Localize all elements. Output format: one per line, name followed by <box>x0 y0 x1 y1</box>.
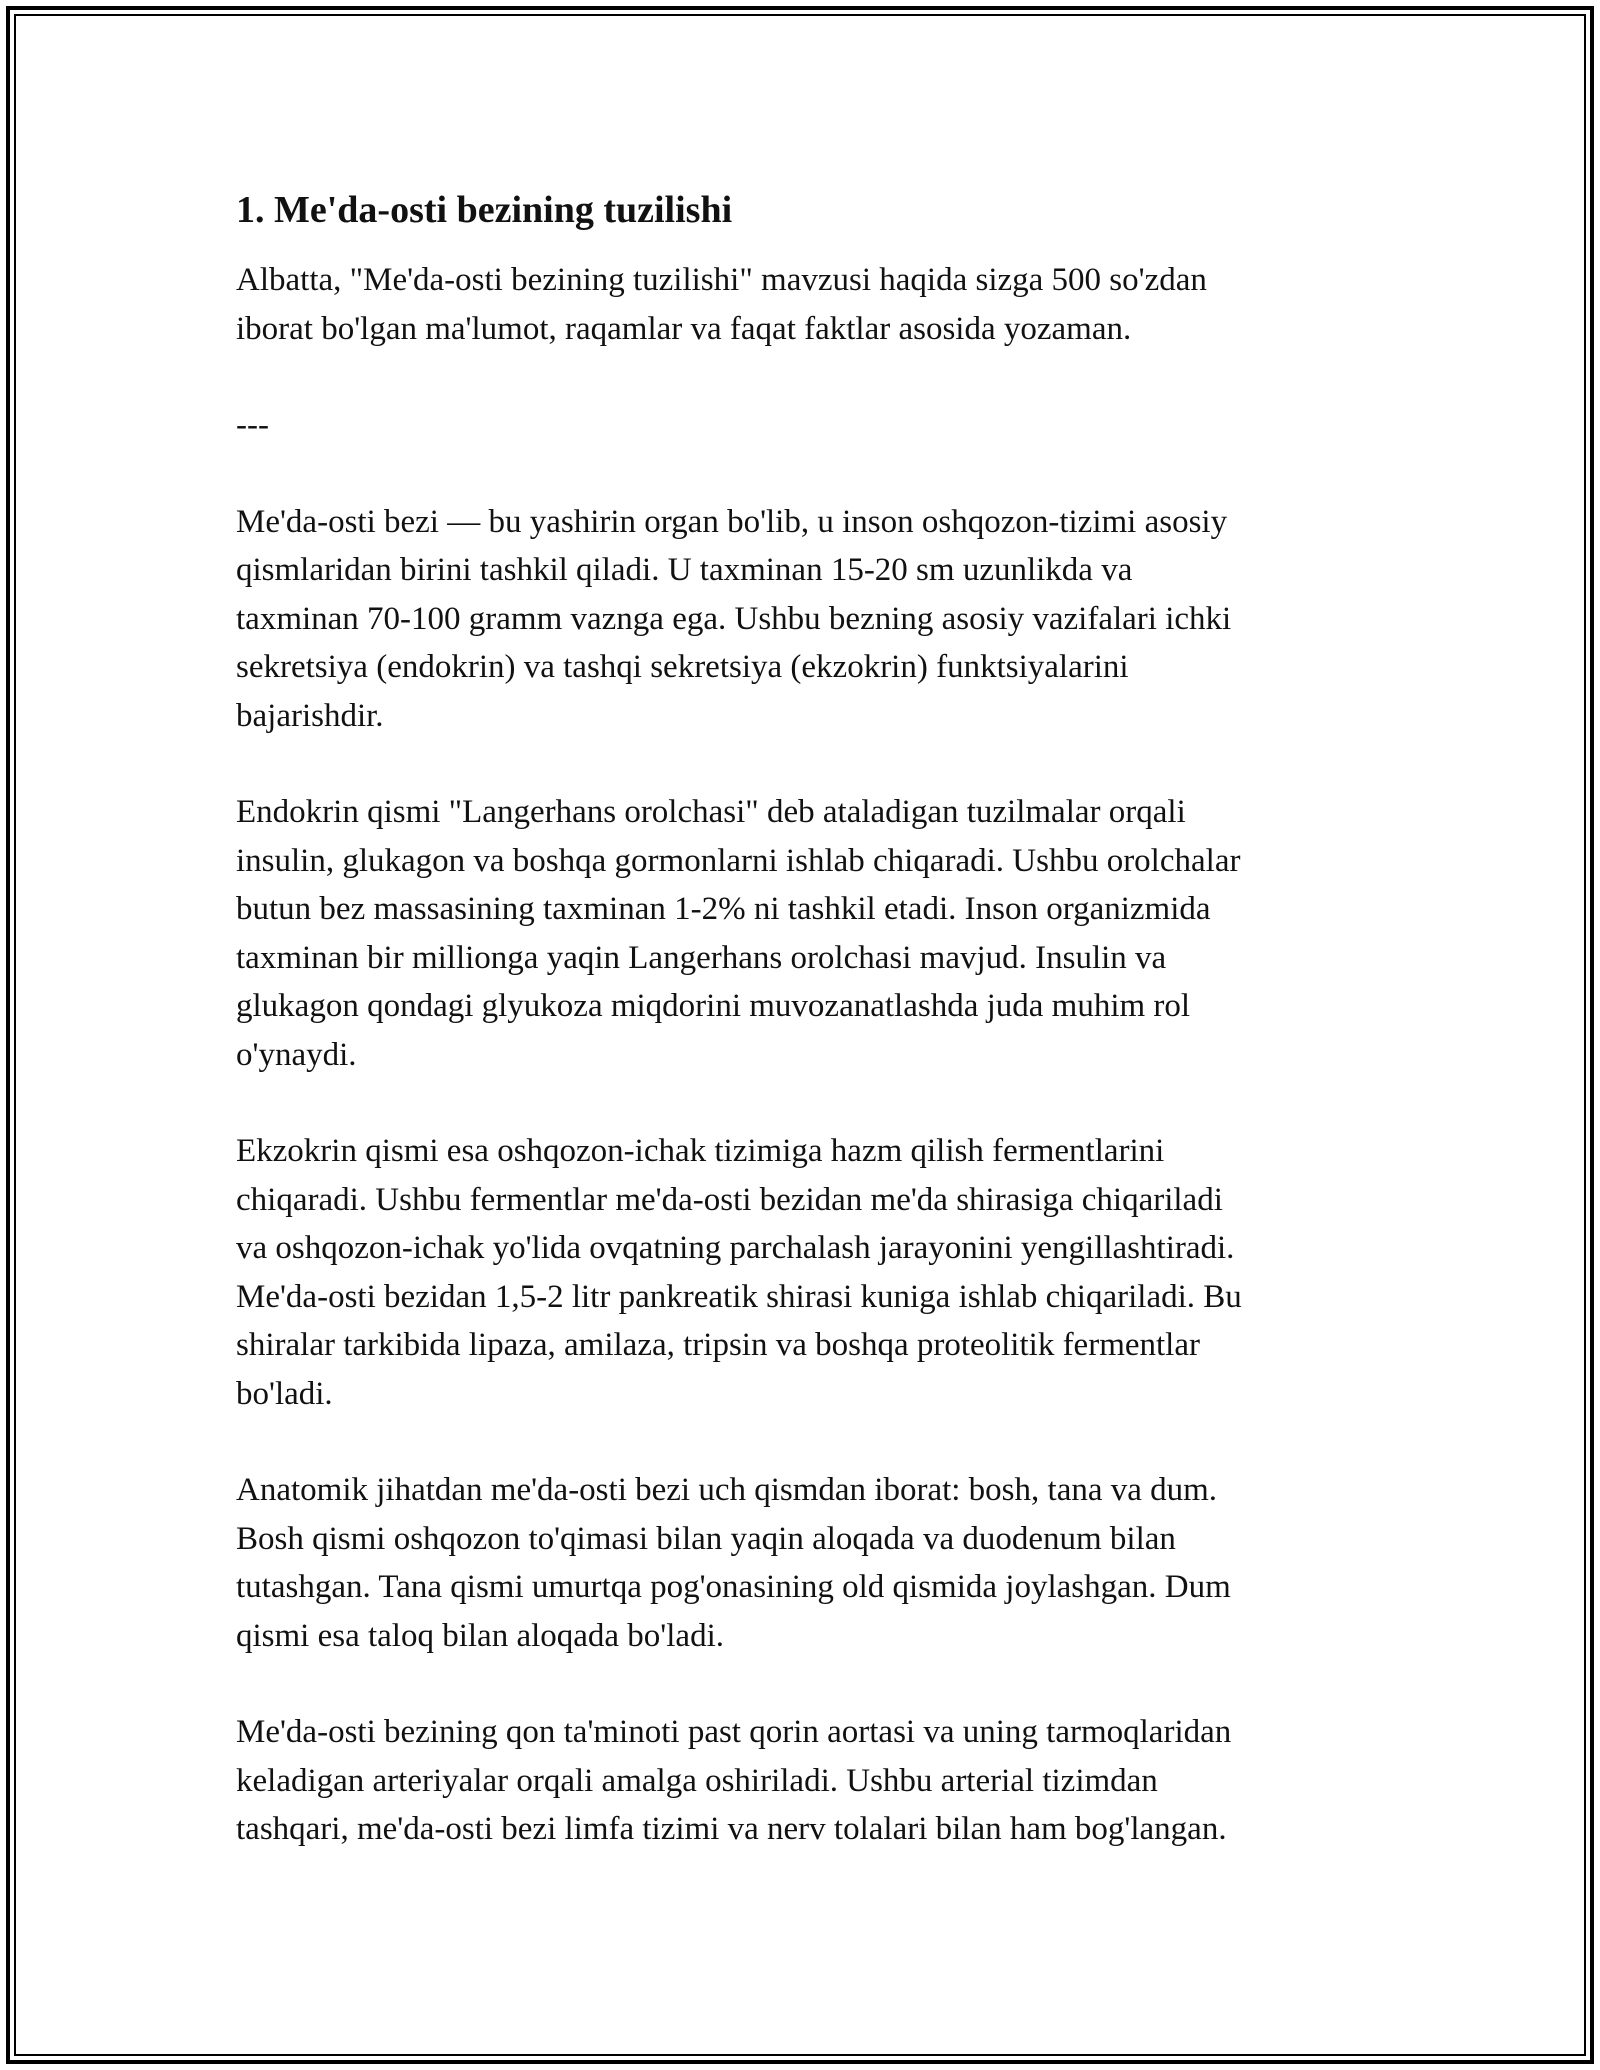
paragraph-anatomy <box>236 1466 1366 1660</box>
document-body <box>236 186 1366 1902</box>
text-line: qismlaridan birini tashkil qiladi. U taxminan 15-20 sm uzunlikda va <box>236 552 1133 588</box>
text-line: iborat bo'lgan ma'lumot, raqamlar va faqat faktlar asosida yozaman. <box>236 310 1132 347</box>
text-line: tutashgan. Tana qismi umurtqa pog'onasining old qismida joylashgan. Dum <box>236 1569 1231 1605</box>
paragraph-exocrine <box>236 1127 1366 1418</box>
text-line: taxminan 70-100 gramm vaznga ega. Ushbu bezning asosiy vazifalari ichki <box>236 600 1232 637</box>
text-line: chiqaradi. Ushbu fermentlar me'da-osti bezidan me'da shirasiga chiqariladi <box>236 1181 1223 1218</box>
text-line: keladigan arteriyalar orqali amalga oshiriladi. Ushbu arterial tizimdan <box>236 1762 1158 1799</box>
text-line: Me'da-osti bezi — bu yashirin organ bo'lib, u inson oshqozon-tizimi asosiy <box>236 503 1228 540</box>
document-title: 1. Me'da-osti bezining tuzilishi <box>236 189 733 231</box>
paragraph-intro <box>236 256 1366 353</box>
text-line: Me'da-osti bezining qon ta'minoti past qorin aortasi va uning tarmoqlaridan <box>236 1714 1232 1750</box>
paragraph-endocrine <box>236 788 1366 1079</box>
paragraph-blood-supply <box>236 1708 1366 1854</box>
paragraph-overview <box>236 498 1366 741</box>
text-line: qismi esa taloq bilan aloqada bo'ladi. <box>236 1617 724 1654</box>
text-line: bo'ladi. <box>236 1375 333 1412</box>
text-line: Albatta, "Me'da-osti bezining tuzilishi" mavzusi haqida sizga 500 so'zdan <box>236 262 1207 298</box>
text-line: Me'da-osti bezidan 1,5-2 litr pankreatik shirasi kuniga ishlab chiqariladi. Bu <box>236 1278 1242 1315</box>
text-line: butun bez massasining taxminan 1-2% ni tashkil etadi. Inson organizmida <box>236 891 1211 927</box>
text-line: Bosh qismi oshqozon to'qimasi bilan yaqin aloqada va duodenum bilan <box>236 1520 1176 1557</box>
text-line: bajarishdir. <box>236 697 384 734</box>
text-line: tashqari, me'da-osti bezi limfa tizimi va nerv tolalari bilan ham bog'langan. <box>236 1811 1227 1847</box>
text-line: insulin, glukagon va boshqa gormonlarni ishlab chiqaradi. Ushbu orolchalar <box>236 842 1241 879</box>
text-line: shiralar tarkibida lipaza, amilaza, tripsin va boshqa proteolitik fermentlar <box>236 1327 1200 1363</box>
text-line: o'ynaydi. <box>236 1036 357 1073</box>
separator-text: --- <box>236 407 269 443</box>
text-line: taxminan bir millionga yaqin Langerhans orolchasi mavjud. Insulin va <box>236 939 1167 976</box>
text-line: Endokrin qismi "Langerhans orolchasi" deb ataladigan tuzilmalar orqali <box>236 794 1186 830</box>
text-line: Ekzokrin qismi esa oshqozon-ichak tizimiga hazm qilish fermentlarini <box>236 1133 1165 1169</box>
text-line: va oshqozon-ichak yo'lida ovqatning parchalash jarayonini yengillashtiradi. <box>236 1230 1235 1266</box>
text-line: Anatomik jihatdan me'da-osti bezi uch qismdan iborat: bosh, tana va dum. <box>236 1472 1218 1508</box>
text-line: glukagon qondagi glyukoza miqdorini muvozanatlashda juda muhim rol <box>236 988 1191 1024</box>
text-line: sekretsiya (endokrin) va tashqi sekretsiya (ekzokrin) funktsiyalarini <box>236 649 1129 685</box>
section-separator <box>236 401 1366 450</box>
